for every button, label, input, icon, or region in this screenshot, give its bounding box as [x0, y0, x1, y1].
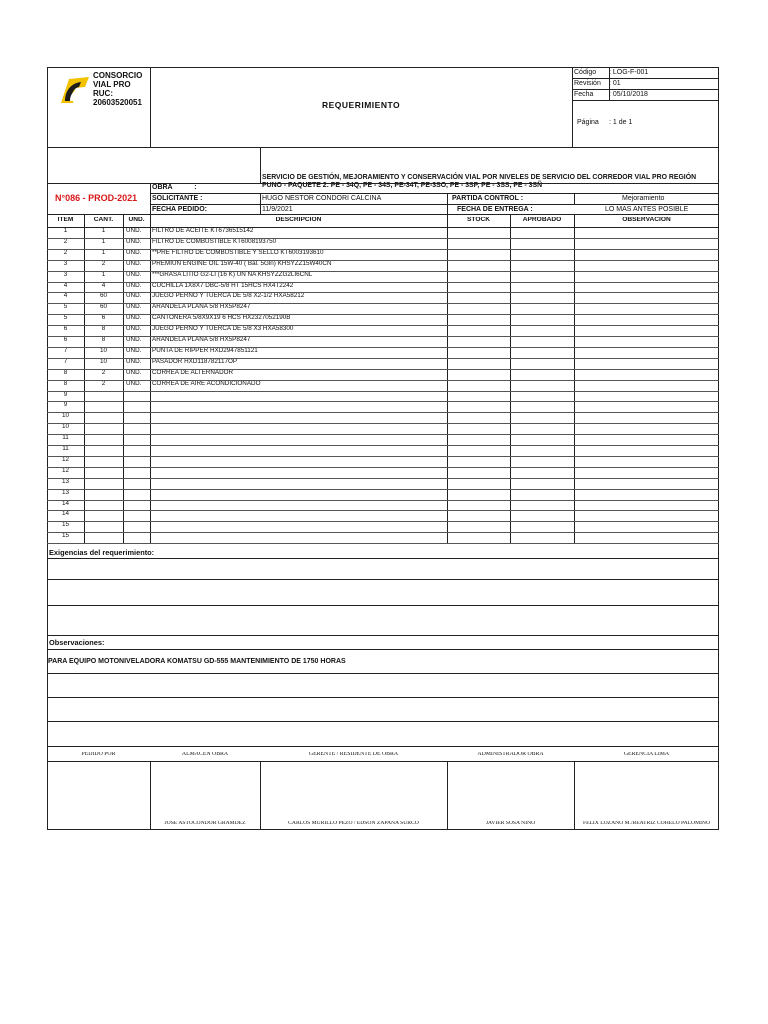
- row-desc: PUNTA DE RIPPER HXD2947851121: [152, 347, 258, 354]
- row-item: 1: [63, 228, 68, 234]
- row-item: 5: [63, 315, 68, 322]
- doc-revision-label: Revisión: [574, 80, 601, 87]
- row-cant: 4: [101, 282, 106, 289]
- row-item: 14: [61, 500, 69, 507]
- row-desc: ***GRASA LITIO G2-LI (16 K) UN NA KHSYZZG2LI6CNL: [152, 271, 313, 278]
- table-row: [47, 292, 719, 303]
- row-desc: CUCHILLA 1X8X7 DBC-5/8 HT 15HCS HX4T2242: [152, 282, 294, 289]
- table-row: [47, 489, 719, 500]
- row-item: 15: [61, 533, 69, 540]
- signature-role: GERENCIA LIMA: [623, 752, 670, 757]
- row-item: 10: [61, 413, 69, 420]
- signature-role: ALMACEN OBRA: [181, 752, 229, 757]
- row-und: UND.: [126, 315, 142, 322]
- row-cant: 60: [99, 304, 107, 311]
- signature-role: ADMINISTRADOR OBRA: [477, 752, 544, 757]
- row-cant: 8: [101, 326, 106, 333]
- row-desc: CORREA DE ALTERNADOR: [152, 369, 234, 376]
- column-header: APROBADO: [522, 217, 562, 223]
- table-row: [47, 412, 719, 423]
- row-item: 4: [63, 282, 68, 289]
- table-row: [47, 314, 719, 325]
- row-cant: 2: [101, 369, 106, 376]
- table-row: [47, 227, 719, 238]
- signature-name: JOSE ASTOCONDOR GRAMDEZ: [164, 821, 246, 826]
- row-und: UND.: [126, 337, 142, 343]
- company-ruc: RUC: 20603520051: [93, 89, 142, 107]
- document-title: REQUERIMIENTO: [322, 100, 401, 110]
- row-und: UND.: [126, 304, 142, 311]
- row-und: UND.: [126, 249, 142, 256]
- row-cant: 10: [99, 347, 107, 354]
- table-row: [47, 369, 719, 380]
- row-item: 7: [63, 358, 68, 365]
- row-item: 5: [63, 304, 68, 311]
- doc-revision-value: : 01: [609, 80, 621, 87]
- row-cant: 2: [101, 380, 106, 387]
- service-description-line2: PUNO - PAQUETE 2: PE - 34Q, PE - 34S, PE-34T, PE-3SO, PE - 3SP, PE - 3SS, PE - 3SÑ: [262, 182, 543, 189]
- row-desc: CORREA DE AIRE ACONDICIONADO: [152, 380, 261, 387]
- row-item: 15: [61, 522, 69, 529]
- column-header: ITEM: [57, 217, 74, 223]
- doc-code-value: : LOG-F-001: [609, 69, 649, 76]
- table-row: [47, 532, 719, 543]
- signature-name: JAVIER SOSA NIÑO: [485, 821, 536, 826]
- table-row: [47, 478, 719, 489]
- column-header: UND.: [128, 217, 145, 223]
- fecha-pedido-value: 11/9/2021: [262, 206, 293, 213]
- table-row: [47, 401, 719, 412]
- table-row: [47, 336, 719, 347]
- partida-control-label: PARTIDA CONTROL :: [452, 195, 524, 202]
- row-desc: FILTRO DE ACEITE KT6736515142: [152, 228, 254, 234]
- row-cant: 6: [101, 315, 106, 322]
- table-row: [47, 510, 719, 521]
- row-cant: 1: [101, 271, 106, 278]
- row-und: UND.: [126, 369, 142, 376]
- row-item: 10: [61, 424, 69, 431]
- row-desc: PREMIUN ENGINE OIL 15W-40 ( Bal. 5Gln) KHSYZZ15W40CN: [152, 260, 332, 267]
- partida-control-value: Mejoramiento: [622, 195, 665, 202]
- obra-label: OBRA :: [152, 184, 197, 191]
- table-row: [47, 271, 719, 282]
- table-row: [47, 467, 719, 478]
- row-und: UND.: [126, 347, 142, 354]
- row-item: 12: [61, 456, 69, 463]
- table-row: [47, 303, 719, 314]
- table-row: [47, 445, 719, 456]
- solicitante-value: HUGO NESTOR CONDORI CALCINA: [262, 195, 382, 202]
- table-row: [47, 238, 719, 249]
- row-desc: FILTRO DE COMBUSTIBLE KT6008193750: [152, 238, 277, 245]
- table-row: [47, 325, 719, 336]
- row-item: 13: [61, 478, 69, 485]
- doc-date-label: Fecha: [574, 91, 594, 98]
- column-header: CANT.: [93, 217, 114, 223]
- doc-date-value: : 05/10/2018: [609, 91, 648, 98]
- table-row: [47, 358, 719, 369]
- row-item: 9: [63, 402, 68, 409]
- signature-name: FELIX LOZANO M./BEATRIZ COHELO PALOMINO: [582, 821, 711, 826]
- row-item: 2: [63, 249, 68, 256]
- row-item: 7: [63, 347, 68, 354]
- solicitante-label: SOLICITANTE :: [152, 195, 203, 202]
- row-item: 8: [63, 369, 68, 376]
- column-header: OBSERVACIÓN: [622, 217, 671, 223]
- row-und: UND.: [126, 380, 142, 387]
- signature-role: GERENTE / RESIDENTE DE OBRA: [308, 752, 399, 757]
- table-row: [47, 260, 719, 271]
- row-item: 6: [63, 326, 68, 333]
- row-item: 6: [63, 337, 68, 343]
- table-row: [47, 500, 719, 511]
- row-cant: 60: [99, 293, 107, 300]
- fecha-entrega-value: LO MAS ANTES POSIBLE: [605, 206, 689, 213]
- column-header: DESCRIPCIÓN: [275, 217, 322, 223]
- row-cant: 1: [101, 249, 106, 256]
- row-und: UND.: [126, 228, 142, 234]
- signature-name: CARLOS MURILLO PEZO / EDSON ZAPANA SURCO: [288, 821, 419, 826]
- row-item: 13: [61, 489, 69, 496]
- row-und: UND.: [126, 282, 142, 289]
- doc-page-value: : 1 de 1: [609, 119, 633, 126]
- row-desc: ARANDELA PLANA 5/8 HX5P8247: [152, 304, 251, 311]
- table-row: [47, 391, 719, 402]
- observaciones-label: Observaciones:: [49, 638, 105, 647]
- table-row: [47, 380, 719, 391]
- row-item: 9: [63, 391, 68, 398]
- row-item: 3: [63, 260, 68, 267]
- fecha-pedido-label: FECHA PEDIDO:: [152, 206, 207, 213]
- requirement-number: N°086 - PROD-2021: [55, 193, 138, 203]
- row-cant: 10: [99, 358, 107, 365]
- row-item: 11: [62, 435, 69, 442]
- row-item: 14: [61, 511, 69, 518]
- row-item: 8: [63, 380, 68, 387]
- table-row: [47, 249, 719, 260]
- row-und: UND.: [126, 271, 142, 278]
- exigencias-label: Exigencias del requerimiento:: [49, 548, 155, 557]
- observation-text: PARA EQUIPO MOTONIVELADORA KOMATSU GD-555 MANTENIMIENTO DE 1750 HORAS: [48, 658, 346, 665]
- service-description-line1: SERVICIO DE GESTIÓN, MEJORAMIENTO Y CONSERVACIÓN VIAL POR NIVELES DE SERVICIO DEL CORREDOR VIAL PRO REGIÓN: [262, 174, 697, 181]
- row-cant: 2: [101, 260, 106, 267]
- table-row: [47, 347, 719, 358]
- company-name: CONSORCIO VIAL PRO: [93, 71, 143, 89]
- row-cant: 1: [101, 228, 106, 234]
- row-desc: JUEGO PERNO Y TUERCA DE 5/8 X3 HXA58300: [152, 326, 294, 333]
- row-item: 11: [62, 446, 69, 452]
- row-und: UND.: [126, 358, 142, 365]
- row-desc: PASADOR HXD118782117OP: [152, 358, 238, 365]
- requerimiento-form: [47, 67, 719, 830]
- row-und: UND.: [126, 326, 142, 333]
- row-cant: 8: [101, 337, 106, 343]
- column-header: STOCK: [467, 217, 490, 223]
- row-cant: 1: [101, 238, 106, 245]
- row-und: UND.: [126, 238, 142, 245]
- row-desc: ARANDELA PLANA 5/8 HX5P8247: [152, 337, 251, 343]
- row-desc: JUEGO PERNO Y TUERCA DE 5/8 X2-1/2 HXA58212: [152, 293, 305, 300]
- table-row: [47, 521, 719, 532]
- table-row: [47, 282, 719, 293]
- row-und: UND.: [126, 260, 142, 267]
- doc-code-label: Código: [574, 69, 597, 76]
- doc-page-label: Página: [577, 119, 599, 126]
- row-und: UND.: [126, 293, 142, 300]
- table-row: [47, 456, 719, 467]
- table-row: [47, 423, 719, 434]
- row-item: 3: [63, 271, 68, 278]
- row-item: 4: [63, 293, 68, 300]
- fecha-entrega-label: FECHA DE ENTREGA :: [457, 206, 533, 213]
- table-row: [47, 434, 719, 445]
- row-item: 2: [63, 238, 68, 245]
- company-logo: [59, 73, 91, 105]
- row-desc: **PRE FILTRO DE COMBUSTIBLE Y SELLO KT6003193610: [152, 249, 324, 256]
- row-desc: CANTONERA 5/8X9X19 6 HCS HX2327052190B: [152, 315, 291, 322]
- row-item: 12: [61, 467, 69, 474]
- signature-role: PEDIDO POR: [81, 752, 116, 757]
